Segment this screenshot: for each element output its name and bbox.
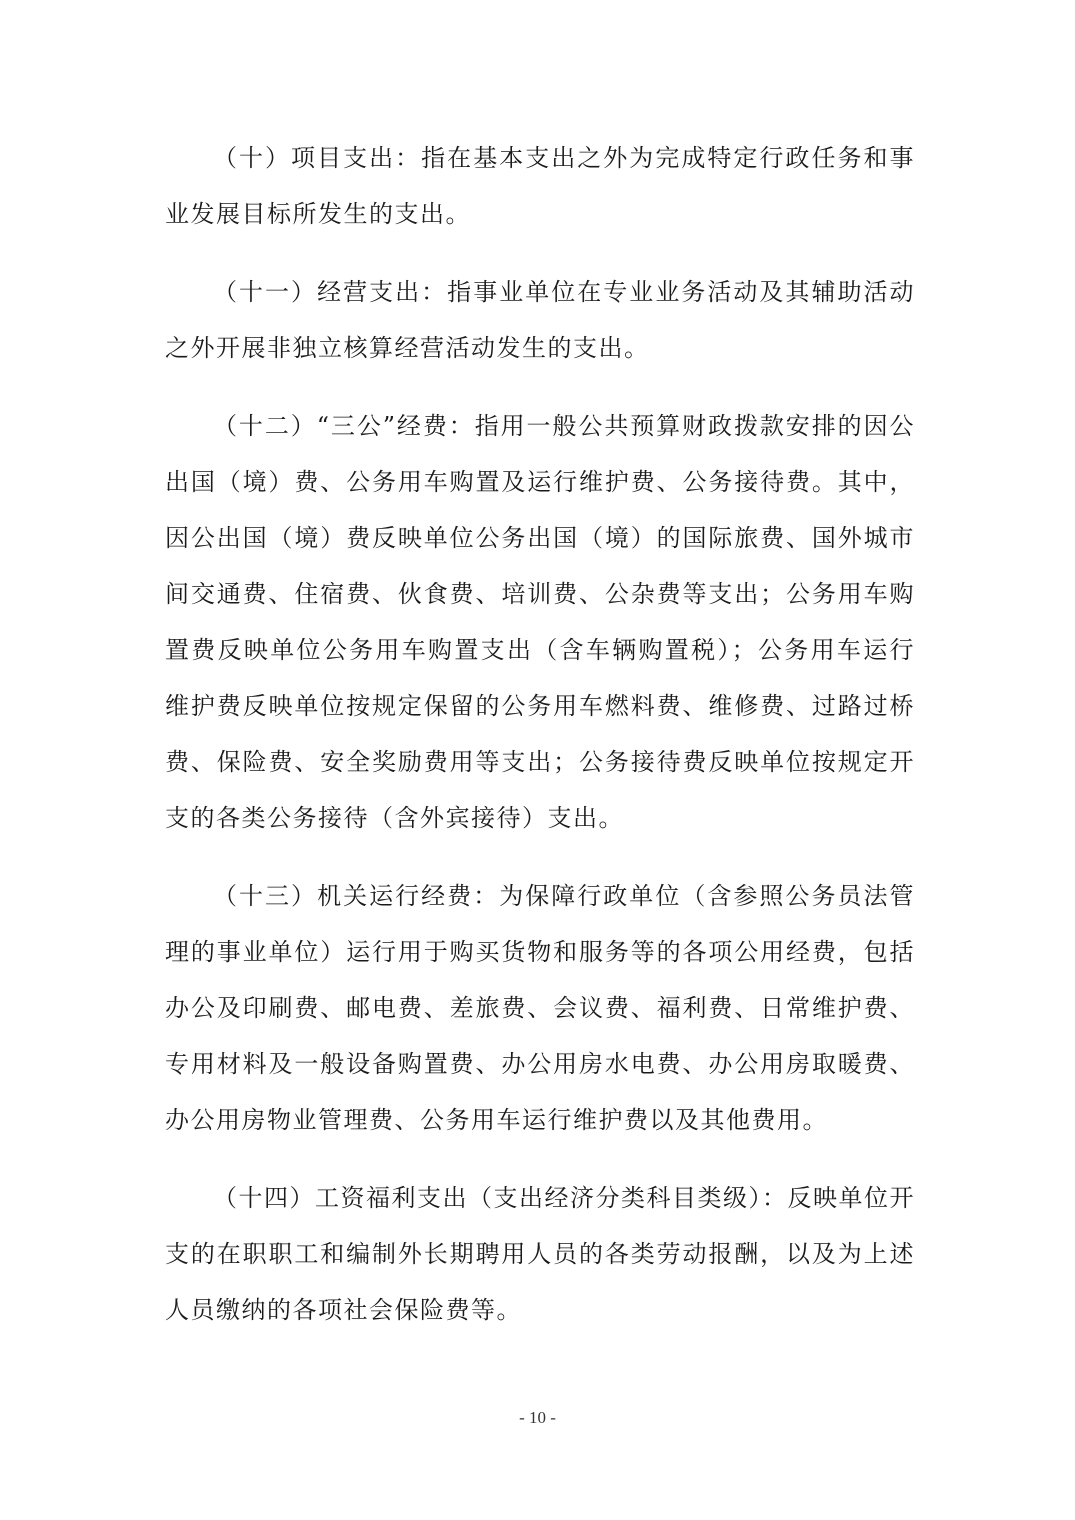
page-number: - 10 - <box>519 1408 556 1427</box>
paragraph-three-public-expenses: （十二）“三公”经费：指用一般公共预算财政拨款安排的因公出国（境）费、公务用车购置及运行维护费、公务接待费。其中，因公出国（境）费反映单位公务出国（境）的国际旅费、国外城市间交通费、住宿费、伙食费、培训费、公杂费等支出；公务用车购置费反映单位公务用车购置支出（含车辆购置税）；公务用车运行维护费反映单位按规定保留的公务用车燃料费、维修费、过路过桥费、保险费、安全奖励费用等支出；公务接待费反映单位按规定开支的各类公务接待（含外宾接待）支出。 <box>165 412 915 832</box>
paragraph-agency-operating-funds: （十三）机关运行经费：为保障行政单位（含参照公务员法管理的事业单位）运行用于购买货物和服务等的各项公用经费，包括办公及印刷费、邮电费、差旅费、会议费、福利费、日常维护费、专用材料及一般设备购置费、办公用房水电费、办公用房取暖费、办公用房物业管理费、公务用车运行维护费以及其他费用。 <box>165 882 915 1134</box>
paragraph-wage-welfare-expenditure: （十四）工资福利支出（支出经济分类科目类级）：反映单位开支的在职职工和编制外长期聘用人员的各类劳动报酬，以及为上述人员缴纳的各项社会保险费等。 <box>165 1184 915 1324</box>
paragraph-project-expenditure: （十）项目支出：指在基本支出之外为完成特定行政任务和事业发展目标所发生的支出。 <box>165 144 915 228</box>
document-body <box>165 130 915 1360</box>
paragraph-operating-expenditure: （十一）经营支出：指事业单位在专业业务活动及其辅助活动之外开展非独立核算经营活动发生的支出。 <box>165 278 915 362</box>
